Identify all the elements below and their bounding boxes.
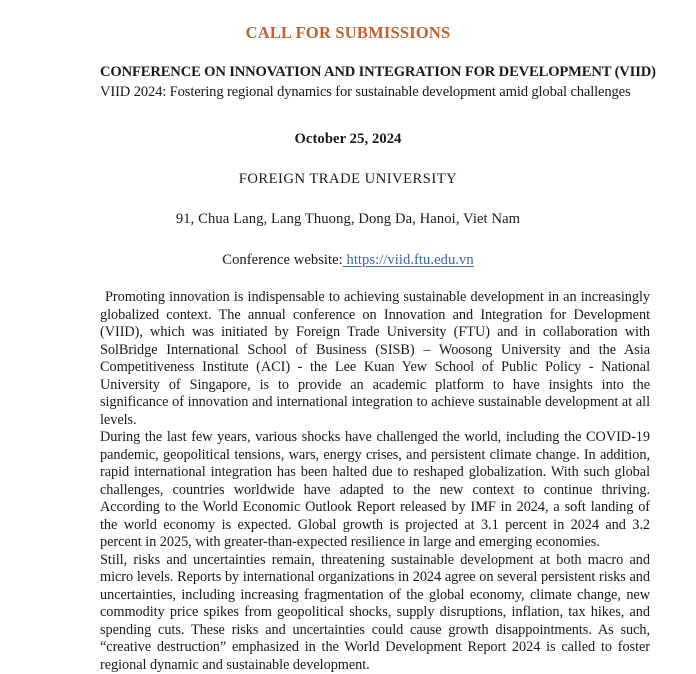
paragraph-3: Still, risks and uncertainties remain, threatening sustainable development at both macro and micro levels. Reports by international organizations in 2024 agree on several persistent risks and uncertainties, including increasing fragmentation of the global economy, climate change, new commodity price spikes from geopolitical shocks, supply disruptions, inflation, tax hikes, and spending cuts. These risks and uncertainties could cause growth disappointments. As such, “creative destruction” emphasized in the World Development Report 2024 is called to foster regional dynamic and sustainable development.	[100, 551, 650, 673]
conference-theme: VIID 2024: Fostering regional dynamics for sustainable development amid global challenges	[100, 84, 631, 101]
conference-date: October 25, 2024	[294, 130, 402, 147]
paragraph-2: During the last few years, various shocks have challenged the world, including the COVID-19 pandemic, geopolitical tensions, wars, energy crises, and persistent climate change. In addition, rapid international integration has been halted due to reshaped globalization. With such global challenges, countries worldwide have adapted to the new context to continue thriving. According to the World Economic Outlook Report released by IMF in 2024, a soft landing of the world economy is expected. Global growth is projected at 3.1 percent in 2024 and 3.2 percent in 2025, with greater-than-expected resilience in large and emerging economies.	[100, 429, 650, 551]
paragraph-1: Promoting innovation is indispensable to achieving sustainable development in an increasingly globalized context. The annual conference on Innovation and Integration for Development (VIID), which was initiated by Foreign Trade University (FTU) and in collaboration with SolBridge International School of Business (SISB) – Woosong University and the Asia Competitiveness Institute (ACI) - the Lee Kuan Yew School of Public Policy - National University of Singapore, is to provide an academic platform to have insights into the significance of innovation and international integration to achieve sustainable development at all levels.	[100, 289, 650, 428]
page-title: CALL FOR SUBMISSIONS	[245, 23, 451, 42]
conference-heading-block	[0, 63, 696, 103]
conference-name: CONFERENCE ON INNOVATION AND INTEGRATION FOR DEVELOPMENT (VIID)	[100, 63, 656, 80]
host-organization: FOREIGN TRADE UNIVERSITY	[238, 170, 458, 187]
conference-website-line	[0, 251, 696, 270]
website-label: Conference website:	[222, 251, 343, 268]
venue-address: 91, Chua Lang, Lang Thuong, Dong Da, Hanoi, Viet Nam	[175, 210, 521, 227]
body-content	[0, 289, 696, 674]
conference-website-link[interactable]: https://viid.ftu.edu.vn	[342, 251, 474, 268]
